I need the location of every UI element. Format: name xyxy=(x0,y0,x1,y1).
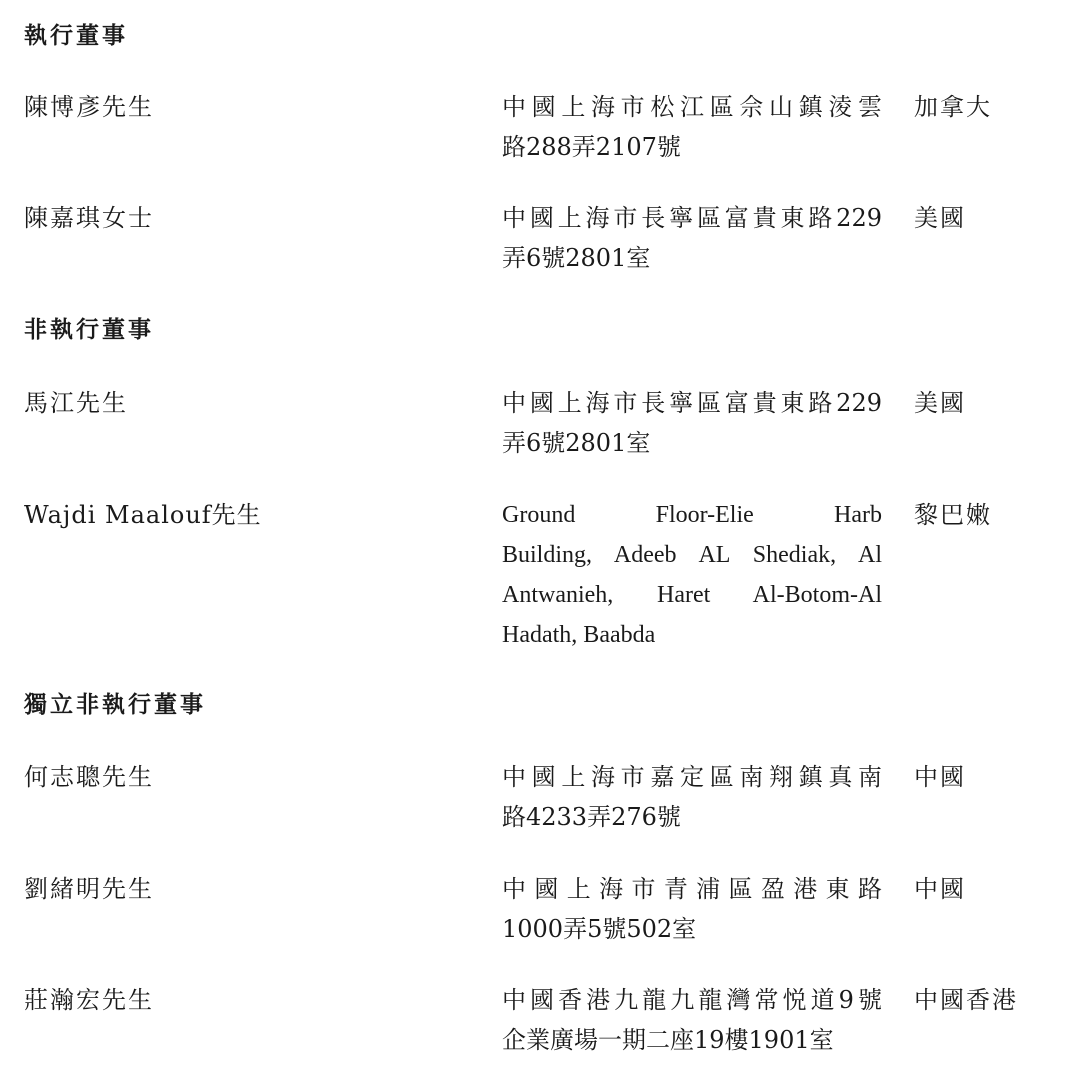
director-address xyxy=(502,495,882,655)
address-line: 中國上海市長寧區富貴東路229 xyxy=(502,204,882,232)
address-line: 路4233弄276號 xyxy=(502,803,681,831)
director-address xyxy=(502,869,882,949)
director-name: 劉緒明先生 xyxy=(24,875,154,903)
director-name: 馬江先生 xyxy=(24,389,128,417)
director-nationality: 中國 xyxy=(914,875,966,903)
director-name: Wajdi Maalouf先生 xyxy=(24,501,262,529)
section-heading-non-executive-directors: 非執行董事 xyxy=(24,316,154,343)
section-heading-executive-directors: 執行董事 xyxy=(24,22,128,49)
address-line: 1000弄5號502室 xyxy=(502,915,697,943)
director-address xyxy=(502,87,882,167)
address-line: 中國上海市長寧區富貴東路229 xyxy=(502,389,882,417)
section-heading-independent-non-executive-directors: 獨立非執行董事 xyxy=(24,691,206,718)
director-name: 莊瀚宏先生 xyxy=(24,986,154,1014)
address-line: 中國上海市松江區佘山鎮淩雲 xyxy=(502,93,882,121)
address-line: 路288弄2107號 xyxy=(502,133,681,161)
director-nationality: 加拿大 xyxy=(914,93,992,121)
address-line: Building, Adeeb AL Shediak, Al xyxy=(502,542,882,568)
director-address xyxy=(502,383,882,463)
director-name: 陳博彥先生 xyxy=(24,93,154,121)
director-address xyxy=(502,198,882,278)
director-nationality: 美國 xyxy=(914,389,966,417)
address-line: 中國上海市嘉定區南翔鎮真南 xyxy=(502,763,882,791)
address-line: 弄6號2801室 xyxy=(502,244,651,272)
director-nationality: 中國香港 xyxy=(914,986,1018,1014)
address-line: 中國上海市青浦區盈港東路 xyxy=(502,875,882,903)
address-line: Ground Floor-Elie Harb xyxy=(502,502,882,528)
address-line: Antwanieh, Haret Al-Botom-Al xyxy=(502,582,882,608)
director-nationality: 美國 xyxy=(914,204,966,232)
address-line: 弄6號2801室 xyxy=(502,429,651,457)
director-name: 何志聰先生 xyxy=(24,763,154,791)
director-name: 陳嘉琪女士 xyxy=(24,204,154,232)
director-address xyxy=(502,980,882,1060)
address-line: 中國香港九龍九龍灣常悦道9號 xyxy=(502,986,882,1014)
director-nationality: 黎巴嫩 xyxy=(914,501,992,529)
director-nationality: 中國 xyxy=(914,763,966,791)
address-line: Hadath, Baabda xyxy=(502,622,656,648)
director-address xyxy=(502,757,882,837)
address-line: 企業廣場一期二座19樓1901室 xyxy=(502,1026,834,1054)
